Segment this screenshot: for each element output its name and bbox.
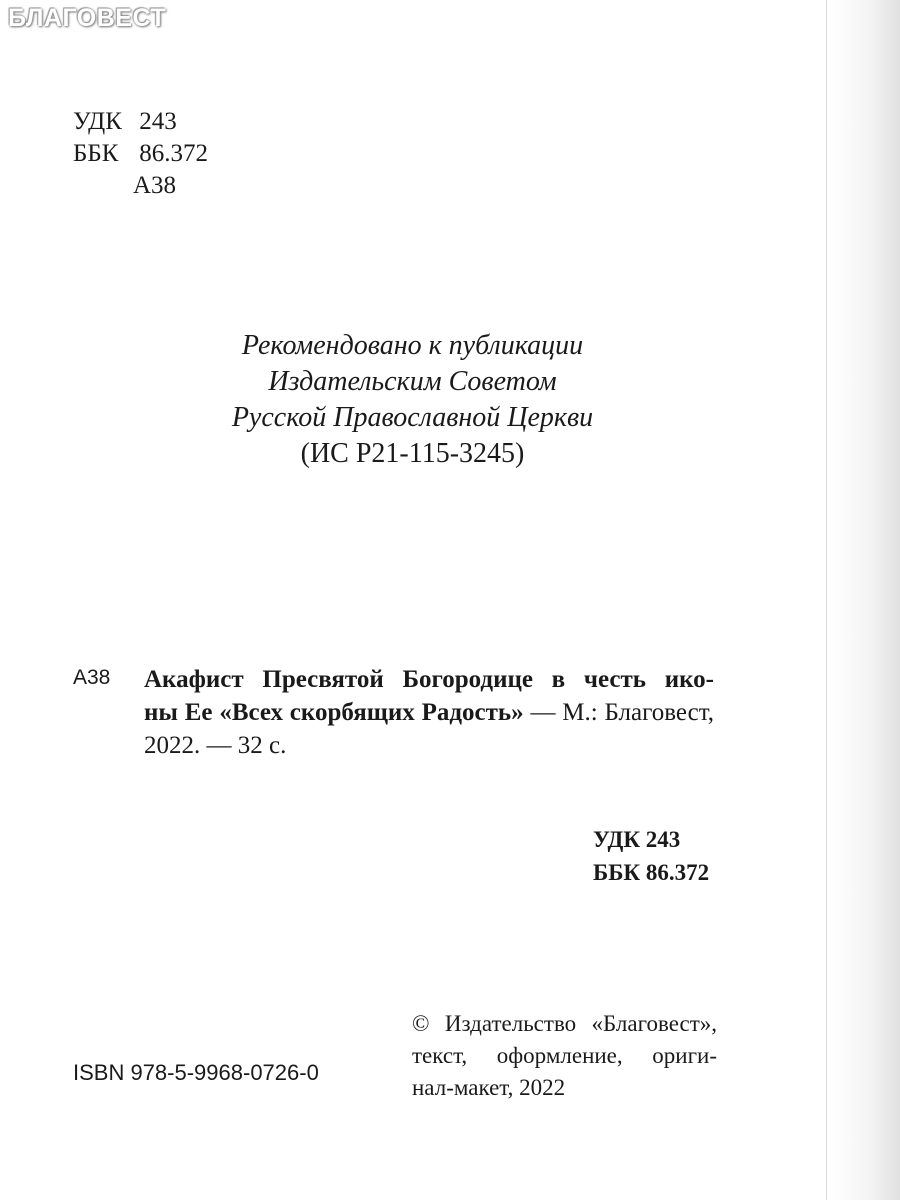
bibliography-codes [593,823,709,889]
isbn-number: ISBN 978-5-9968-0726-0 [73,1060,319,1085]
publisher-watermark: БЛАГОВЕСТ [8,4,167,32]
copyright-line-3: нал-макет, 2022 [412,1075,566,1100]
page-edge-line [826,0,827,1200]
copyright-block [412,1008,717,1104]
bibliography-title-line-1 [144,663,714,696]
recommendation-block [170,328,655,472]
bibliography-title-bold-2: ны Ее «Всех скорбящих Радость» [144,699,524,726]
recommendation-line-3: Русской Православной Церкви [231,402,594,433]
bibliography-mark: А38 [73,666,111,689]
bibliography-publisher: — М.: Благовест, [523,699,715,726]
bibliography-title-bold-1: Акафист Пресвятой Богородице в честь ико- [144,666,714,693]
copyright-line-2: текст, оформление, ориги- [412,1043,717,1068]
udk-code-line [73,106,177,137]
recommendation-line-1: Рекомендовано к публикации [241,330,584,361]
author-mark: А38 [133,172,177,199]
bibliography-udk: УДК 243 [593,827,681,852]
recommendation-line-4: (ИС Р21-115-3245) [300,438,525,469]
bibliographic-description [144,663,714,762]
bbk-value: 86.372 [139,140,208,167]
bbk-code-line [73,138,208,169]
udk-value: 243 [139,108,177,135]
bibliography-bbk: ББК 86.372 [593,860,710,885]
page-edge-shadow [830,0,900,1200]
bibliography-year-pages: 2022. — 32 с. [144,732,287,759]
bbk-label: ББК [73,140,119,167]
bibliography-title-line-2 [144,696,714,729]
copyright-line-1: © Издательство «Благовест», [412,1011,717,1036]
udk-label: УДК [73,108,122,135]
recommendation-line-2: Издательским Советом [268,366,557,397]
